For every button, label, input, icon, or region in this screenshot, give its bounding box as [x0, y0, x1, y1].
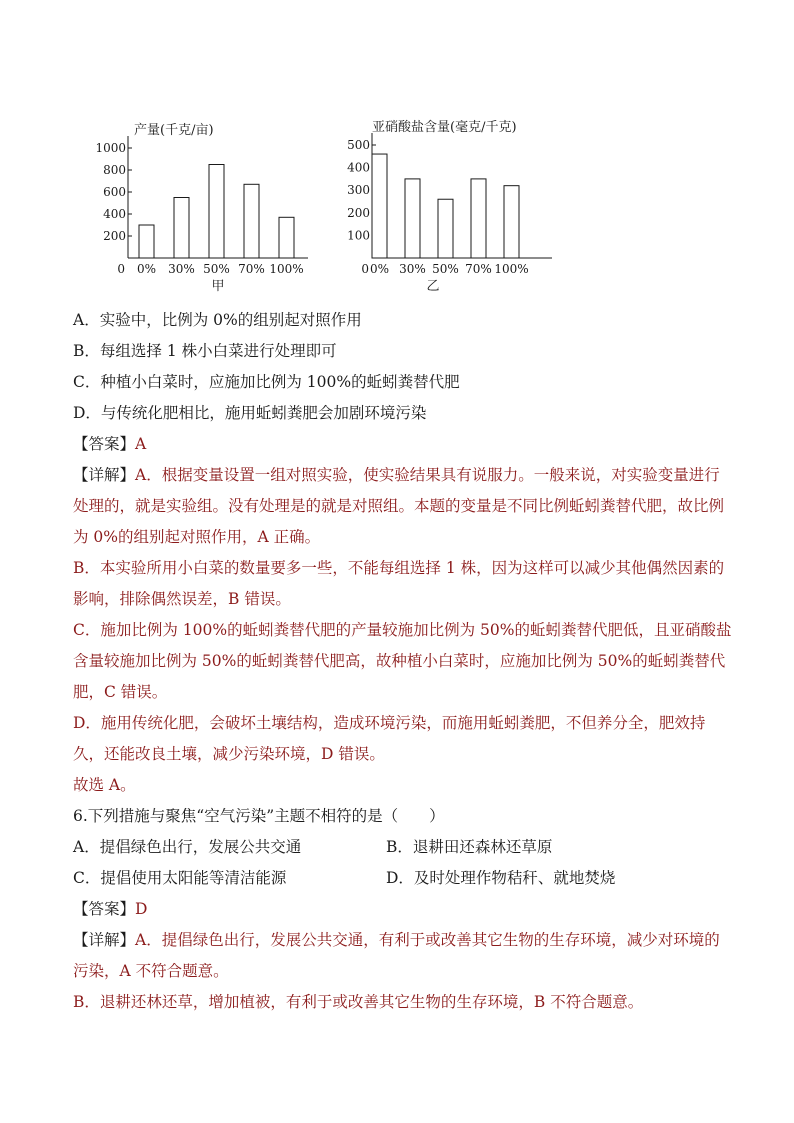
q5-answer [73, 429, 733, 460]
answer-value: D [135, 900, 148, 918]
document-body [73, 305, 733, 1018]
chart-sublabel: 乙 [426, 279, 440, 294]
detail-text: A．提倡绿色出行，发展公共交通，有利于或改善其它生物的生存环境，减少对环境的污染，A 不符合题意。 [73, 931, 720, 980]
x-tick-label: 50% [432, 262, 459, 276]
bar [405, 179, 420, 258]
q6-options-row-2 [73, 863, 733, 894]
q6-option-b: B．退耕田还森林还草原 [386, 838, 553, 856]
answer-value: A [135, 435, 147, 453]
x-tick-label: 0% [136, 262, 157, 276]
x-tick-label: 0% [369, 262, 390, 276]
q5-detail-b: B．本实验所用小白菜的数量要多一些，不能每组选择 1 株，因为这样可以减少其他偶然因素的影响，排除偶然误差，B 错误。 [73, 559, 725, 608]
q5-detail-d: D．施用传统化肥，会破坏土壤结构，造成环境污染，而施用蚯蚓粪肥，不但养分全，肥效持久，还能改良土壤，减少污染环境，D 错误。 [73, 714, 706, 763]
x-tick-label: 30% [168, 262, 195, 276]
detail-tag: 【详解】 [73, 466, 136, 484]
chart-title: 亚硝酸盐含量(毫克/千克) [372, 120, 517, 135]
detail-text: A．根据变量设置一组对照实验，使实验结果具有说服力。一般来说，对实验变量进行处理的，就是实验组。没有处理是的就是对照组。本题的变量是不同比例蚯蚓粪替代肥，故比例为 0%的组别起对照作用，A 正确。 [73, 466, 725, 546]
q6-detail-a [73, 925, 733, 987]
x-tick-label: 100% [269, 262, 304, 276]
y-tick-label: 100 [347, 228, 370, 243]
bar [209, 165, 224, 259]
q6-answer [73, 894, 733, 925]
bar [139, 225, 154, 258]
q5-option-d: D．与传统化肥相比，施用蚯蚓粪肥会加剧环境污染 [73, 404, 427, 422]
chart-title: 产量(千克/亩) [134, 123, 214, 138]
y-tick-label: 500 [347, 138, 370, 152]
q5-detail-a [73, 460, 733, 553]
bar [244, 184, 259, 258]
bar [438, 199, 453, 258]
q5-option-b: B．每组选择 1 株小白菜进行处理即可 [73, 342, 337, 360]
q5-option-a: A．实验中，比例为 0%的组别起对照作用 [73, 311, 362, 329]
y-tick-label: 200 [103, 229, 126, 243]
bar [279, 217, 294, 258]
origin-label: 0 [117, 262, 125, 276]
origin-label: 0 [361, 262, 369, 276]
q5-option-c: C．种植小白菜时，应施加比例为 100%的蚯蚓粪替代肥 [73, 373, 460, 391]
q6-option-c: C．提倡使用太阳能等清洁能源 [73, 869, 287, 887]
q6-stem: 6.下列措施与聚焦“空气污染”主题不相符的是（ ） [73, 807, 445, 825]
x-tick-label: 70% [465, 262, 492, 276]
x-tick-label: 100% [494, 262, 529, 276]
answer-tag: 【答案】 [73, 900, 136, 918]
y-tick-label: 300 [347, 183, 370, 198]
q6-options-row-1 [73, 832, 733, 863]
q6-option-d: D．及时处理作物秸秆、就地焚烧 [386, 869, 616, 887]
q5-conclusion: 故选 A。 [73, 776, 136, 794]
answer-tag: 【答案】 [73, 435, 136, 453]
q6-detail-b: B．退耕还林还草，增加植被，有利于或改善其它生物的生存环境，B 不符合题意。 [73, 993, 644, 1011]
y-tick-label: 400 [347, 160, 370, 175]
x-tick-label: 50% [203, 262, 230, 276]
chart-sublabel: 甲 [211, 279, 225, 294]
bar [471, 179, 486, 258]
bar [372, 154, 387, 258]
charts-figure [95, 118, 560, 298]
x-tick-label: 70% [238, 262, 265, 276]
q6-option-a: A．提倡绿色出行，发展公共交通 [73, 838, 302, 856]
y-tick-label: 1000 [95, 141, 126, 155]
x-tick-label: 30% [399, 262, 426, 276]
bar [174, 198, 189, 259]
y-tick-label: 800 [103, 163, 126, 177]
detail-tag: 【详解】 [73, 931, 136, 949]
bar [504, 186, 519, 258]
q5-detail-c: C．施加比例为 100%的蚯蚓粪替代肥的产量较施加比例为 50%的蚯蚓粪替代肥低，且亚硝酸盐含量较施加比例为 50%的蚯蚓粪替代肥高，故种植小白菜时，应施加比例为 50%的蚯蚓粪替代肥，C 错误。 [73, 621, 732, 701]
y-tick-label: 600 [103, 185, 126, 199]
bar-charts [95, 118, 560, 298]
y-tick-label: 200 [347, 205, 370, 220]
y-tick-label: 400 [103, 207, 126, 221]
